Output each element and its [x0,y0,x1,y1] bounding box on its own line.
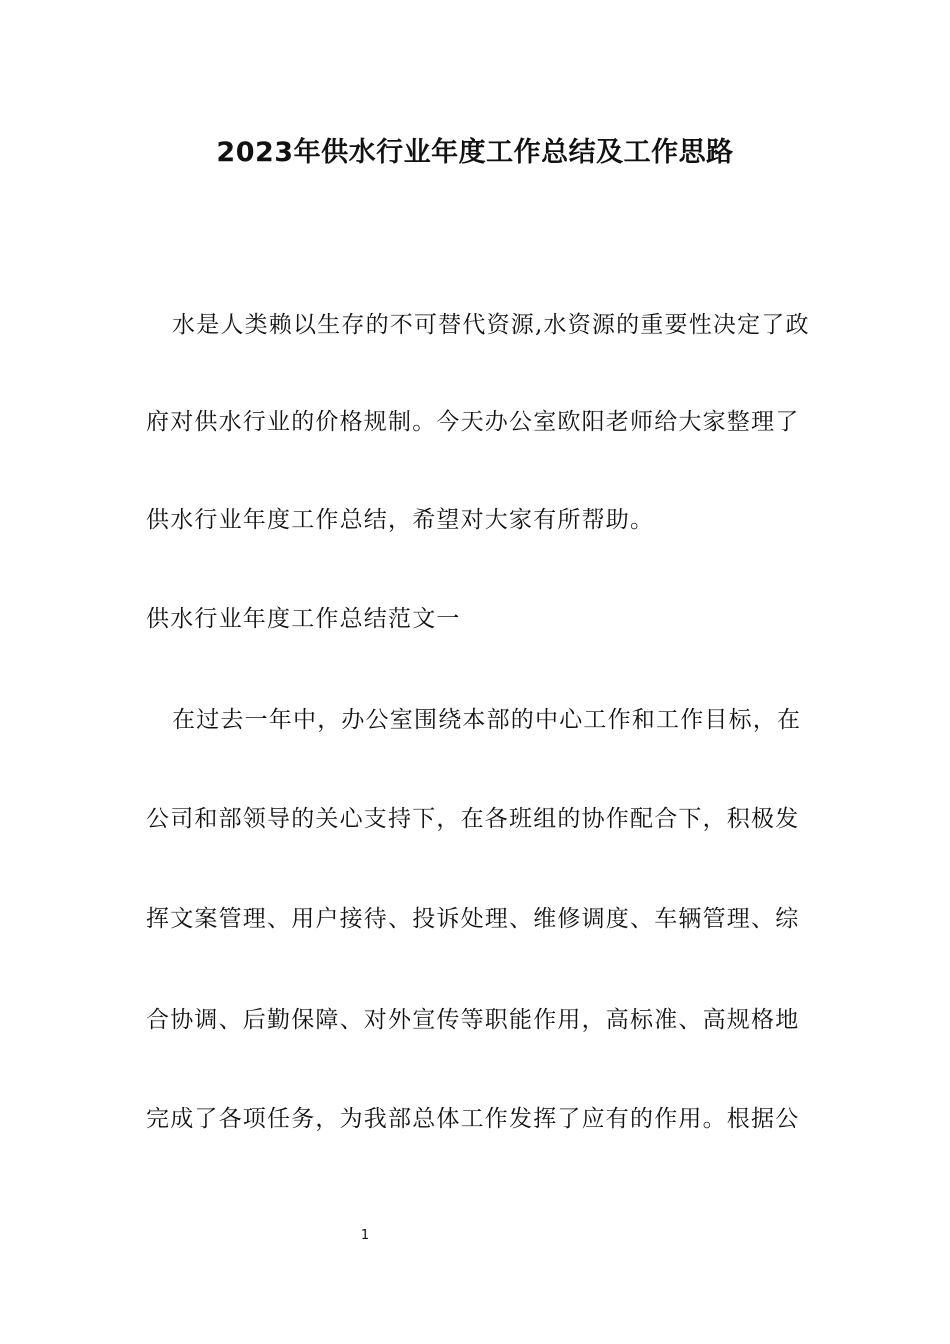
section-heading: 供水行业年度工作总结范文一 [146,606,461,632]
body-line-5: 完成了各项任务，为我部总体工作发挥了应有的作用。根据公 [146,1106,800,1132]
body-line-2: 公司和部领导的关心支持下，在各班组的协作配合下，积极发 [146,806,800,832]
intro-line-3: 供水行业年度工作总结，希望对大家有所帮助。 [146,507,655,533]
page-number: 1 [360,1228,370,1243]
body-line-3: 挥文案管理、用户接待、投诉处理、维修调度、车辆管理、综 [146,906,800,932]
document-title: 2023年供水行业年度工作总结及工作思路 [216,137,734,168]
body-line-1: 在过去一年中，办公室围绕本部的中心工作和工作目标，在 [172,707,802,733]
intro-line-1: 水是人类赖以生存的不可替代资源,水资源的重要性决定了政 [172,312,810,338]
intro-line-2: 府对供水行业的价格规制。今天办公室欧阳老师给大家整理了 [146,409,800,435]
body-line-4: 合协调、后勤保障、对外宣传等职能作用，高标准、高规格地 [146,1007,800,1033]
